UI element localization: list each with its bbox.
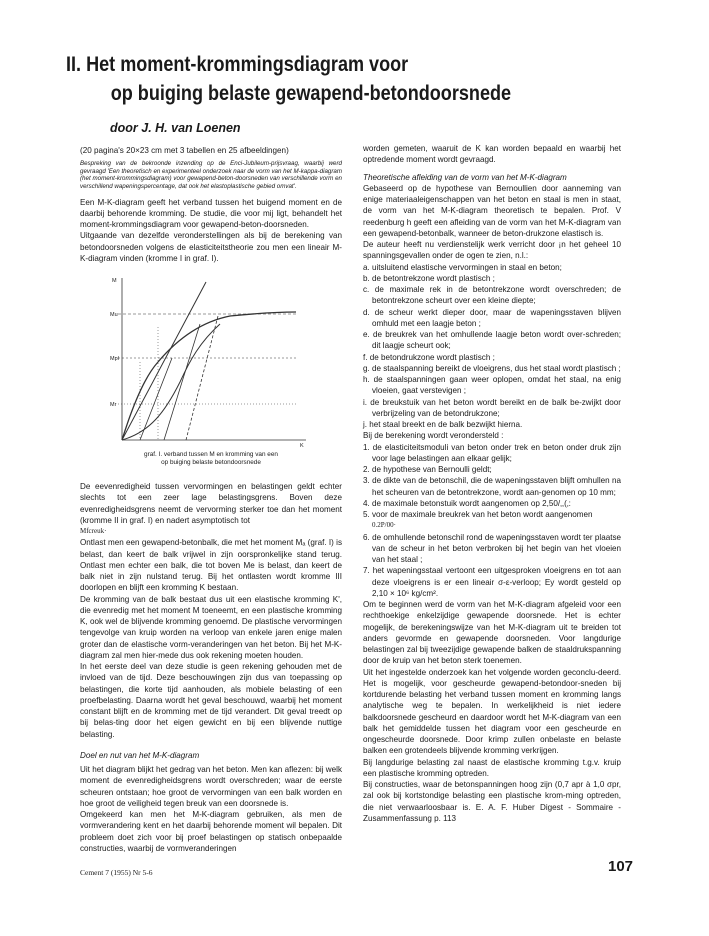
paragraph-fragment: Mfcreuk· xyxy=(80,527,107,536)
y-axis-label: M xyxy=(112,278,117,285)
label-mp: Mpl xyxy=(110,356,119,363)
paragraph: Om te beginnen werd de vorm van het M-K-diagram afgeleid voor een rechthoekige enkelzijdige gewapende doorsnede. Het is echter mogelijk, de berekeningswijze van het M-K-diagram uit te breiden tot anders gevormde en gewapende doorsneden. Voor langdurige belastingen zal bij tweezijdige gewapende balken de staaldrukspanning door de kruip van het beton sterk toenemen. xyxy=(363,600,621,666)
paragraph: Omgekeerd kan men het M-K-diagram gebruiken, als men de vormverandering kent en het daarbij behorende moment wil bepalen. Dit probleem doet zich voor bij proef belastingen op statisch onbepaalde constructies, waarbij de vormveranderingen xyxy=(80,810,342,853)
title-line-1: II. Het moment-krommingsdiagram voor xyxy=(66,53,409,76)
journal-footer: Cement 7 (1955) Nr 5-6 xyxy=(80,868,153,877)
caption-line-2: op buiging belaste betondoorsnede xyxy=(161,459,261,467)
right-column xyxy=(363,143,621,824)
list-item: 2. de hypothese van Bernoulli geldt; xyxy=(363,465,492,474)
assumptions-list xyxy=(363,442,621,600)
list-item: d. de scheur werkt dieper door, maar de wapeningsstaven blijven omhuld met een laagje beton ; xyxy=(363,307,621,328)
list-item-value: 0.2P/00· xyxy=(372,521,396,530)
paragraph: Bij langdurige belasting zal naast de elastische kromming t.g.v. kruip een plastische kromming optreden. xyxy=(363,757,621,778)
list-item: f. de betondrukzone wordt plastisch ; xyxy=(363,352,495,362)
summary-note: Bespreking van de bekroonde inzending op de Enci-Jubileum-prijsvraag, waarbij werd gevraagd 'Een theoretisch en experimenteel onderzoek naar de vorm van het M-kappa-diagram (het moment-krommingsdiagram) voor gewapend-beton-doorsneden van verschillende vorm en verschillend wapeningspercentage, dat ook het elastoplastische gebied omvat'. xyxy=(80,160,342,191)
paragraph: Bij constructies, waar de betonspanningen hoog zijn (0,7 apr à 1,0 σpr, zal ook bij kortstondige belasting een plastische krom-ming optreden, die niet verwaarloosbaar is. E. A. F. Huber Digest - Sommaire - Zusammenfassung p. 113 xyxy=(363,780,621,823)
section-heading: Theoretische afleiding van de vorm van het M-K-diagram xyxy=(363,172,567,182)
caption-line-1: graf. I. verband tussen M en kromming van een xyxy=(144,451,278,459)
page-count-note: (20 pagina's 20×23 cm met 3 tabellen en 25 afbeeldingen) xyxy=(80,146,289,155)
paragraph: Ontlast men een gewapend-betonbalk, die met het moment Mₐ (graf. I) is belast, dan keert de balk vrijwel in zijn oorspronkelijke stand terug. Ontlast men echter een balk, die tot boven Me is belast, dan keert de balk niet in zijn nulstand terug. Bij het ontlasten wordt kromme III doorlopen en blijft een kromming K bestaan. xyxy=(80,538,342,593)
list-item: 7. het wapeningsstaal vertoont een uitgesproken vloeigrens en tot aan deze vloeigrens is er een lineair σ-ε-verloop; Ey wordt gesteld op 2,10 × 10⁶ kg/cm². xyxy=(363,566,621,598)
paragraph: Uitgaande van dezelfde veronderstellingen als bij de berekening van betondoorsneden volgens de elasticiteitstheorie zou men een lineair M-K-diagram vinden (kromme I in graf. I). xyxy=(80,231,342,263)
section-heading: Doel en nut van het M-K-diagram xyxy=(80,750,200,760)
list-item: h. de staalspanningen gaan weer oplopen, omdat het staal, na enig vloeien, gaat verstevigen ; xyxy=(363,375,621,396)
paragraph: Bij de berekening wordt verondersteld : xyxy=(363,431,504,441)
title-line-2: op buiging belaste gewapend-betondoorsnede xyxy=(110,82,512,105)
moment-curvature-graph xyxy=(110,272,310,447)
label-mu: Mu xyxy=(110,312,118,319)
label-mr: Mr xyxy=(110,402,117,409)
list-item: 4. de maximale betonstuik wordt aangenomen op 2,50/‚,(‚: xyxy=(363,498,571,508)
list-item: c. de maximale rek in de betontrekzone wordt overschreden; de betontrekzone scheurt over een kleine diepte; xyxy=(363,285,621,306)
paragraph: Uit het diagram blijkt het gedrag van het beton. Men kan aflezen: bij welk moment de evenredigheidsgrens wordt overschreden; waar de eerste scheuren ontstaan; hoe groot de vervormingen van een balk worden en hoe groot de veiligheid tegen breuk van een doorsnede is. xyxy=(80,765,342,808)
paragraph: In het eerste deel van deze studie is geen rekening gehouden met de invloed van de tijd. Deze beschouwingen zijn dus van toepassing op belastingen, die korte tijd aanhouden, als mobiele belasting of een proefbelasting. Daarna wordt het geval beschouwd, waarbij het moment constant blijft en de kromming met de tijd verandert. Dit geval treedt op bij belas-ting door het eigen gewicht en bij een blijvende nuttige belasting. xyxy=(80,662,342,739)
paragraph: worden gemeten, waaruit de K kan worden bepaald en waarbij het optredende moment wordt gevraagd. xyxy=(363,144,621,165)
list-item: j. het staal breekt en de balk bezwijkt hierna. xyxy=(363,420,523,429)
left-column xyxy=(80,145,342,854)
author-byline: door J. H. van Loenen xyxy=(110,121,241,135)
list-item: b. de betontrekzone wordt plastisch ; xyxy=(363,273,495,283)
paragraph: Een M-K-diagram geeft het verband tussen het buigend moment en de daarbij behorende kromming. De studie, die voor mij ligt, behandelt het moment-krommingsdiagram voor gewapend-beton-doorsneden. xyxy=(80,197,342,230)
article-title xyxy=(66,50,511,108)
stress-cases-list xyxy=(363,262,621,431)
paragraph: De eevenredigheid tussen vervormingen en belastingen geldt echter slechts tot een zeer lage belastingsgrens. Boven deze evenredigheidsgrens neemt de vervorming sterker toe dan het moment (kromme II in graf. I) en nadert asymptotisch tot xyxy=(80,482,342,525)
paragraph: Uit het ingestelde onderzoek kan het volgende worden geconclu-deerd. Het is mogelijk, voor gescheurde gewapend-betondoor-sneden bij kortdurende belasting het verband tussen moment en kromming langs analytische weg te bepalen. In werkelijkheid is niet iedere balkdoorsnede gescheurd en daardoor wordt het M-K-diagram van een balk het gemiddelde tussen het diagram voor een gescheurde en ongescheurde doorsnede. Door krimp zullen onbelaste en belaste balken een grotendeels blijvende kromming verkrijgen. xyxy=(363,667,621,756)
x-axis-label: K xyxy=(300,443,304,448)
list-item: 6. de omhullende betonschil rond de wapeningsstaven wordt ter plaatse van de scheur in het beton verbroken bij het begin van het vloeien van het staal ; xyxy=(363,532,621,564)
list-item: g. de staalspanning bereikt de vloeigrens, dus het staal wordt plastisch ; xyxy=(363,363,621,373)
paragraph: De auteur heeft nu verdienstelijk werk verricht door ¡n het geheel 10 spanningsgevallen onder de ogen te zien, n.l.: xyxy=(363,240,621,261)
list-item: 1. de elasticiteitsmoduli van beton onder trek en beton onder druk zijn voor lage belastingen aan elkaar gelijk; xyxy=(363,442,621,463)
page-number: 107 xyxy=(608,858,634,875)
list-item: 3. de dikte van de betonschil, die de wapeningsstaven blijft omhullen na het scheuren van de betontrekzone, wordt aan-genomen op 10 mm; xyxy=(363,476,621,497)
paragraph: Gebaseerd op de hypothese van Bernoullien door aanneming van enige materiaaleigenschappen van het beton en staal is men in staat, de vorm van het M-K-diagram theoretisch te bepalen. Prof. V reedenburg h geeft een afleiding van de vorm van het M-K-diagram van een gewapend-betonbalk, wanneer de beton-drukzone elastisch is. xyxy=(363,183,621,238)
list-item: i. de breukstuik van het beton wordt bereikt en de balk be-zwijkt door verbrijzeling van de betondrukzone; xyxy=(363,397,621,418)
list-item: 5. voor de maximale breukrek van het beton wordt aangenomen xyxy=(363,510,593,519)
list-item: a. uitsluitend elastische vervormingen in staal en beton; xyxy=(363,262,562,272)
figure-caption xyxy=(80,451,342,467)
paragraph: De kromming van de balk bestaat dus uit een elastische kromming K', die evenredig met het moment M toeneemt, en een plastische kromming K, ook wel de blijvende kromming genoemd. De plastische vervormingen tengevolge van kruip worden na verloop van enkele jaren enige malen groter dan de elastische vorm-veranderingen van het beton. Bij het M-K-diagram zal men hier-mede dus ook rekening moeten houden. xyxy=(80,594,342,660)
list-item: e. de breukrek van het omhullende laagje beton wordt over-schreden; dit laagje scheurt ook; xyxy=(363,330,621,351)
figure-graph xyxy=(80,272,342,447)
